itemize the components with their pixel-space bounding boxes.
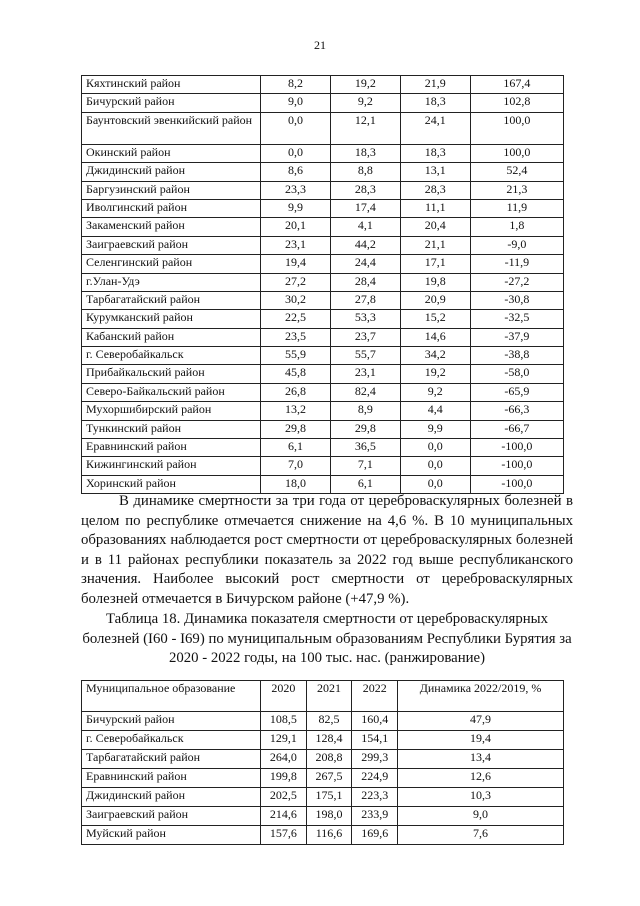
value-cell: -32,5 [470, 310, 563, 328]
value-cell: 19,4 [261, 255, 331, 273]
row-label-cell: Заиграевский район [82, 236, 261, 254]
column-header: 2021 [306, 681, 352, 712]
value-cell: 8,9 [330, 402, 400, 420]
table-row [82, 439, 564, 457]
value-cell: 36,5 [330, 439, 400, 457]
value-cell: 47,9 [398, 712, 564, 731]
value-cell: 1,8 [470, 218, 563, 236]
value-cell: 18,0 [261, 475, 331, 493]
value-cell: 23,1 [330, 365, 400, 383]
value-cell: 29,8 [261, 420, 331, 438]
table-row [82, 347, 564, 365]
row-label-cell: Закаменский район [82, 218, 261, 236]
value-cell: -65,9 [470, 383, 563, 401]
value-cell: 10,3 [398, 788, 564, 807]
value-cell: 167,4 [470, 76, 563, 94]
value-cell: 9,0 [398, 807, 564, 826]
value-cell: -58,0 [470, 365, 563, 383]
value-cell: 14,6 [400, 328, 470, 346]
value-cell: 9,0 [261, 94, 331, 112]
cerebrovascular-mortality-table [81, 680, 564, 845]
value-cell: -66,7 [470, 420, 563, 438]
value-cell: 82,4 [330, 383, 400, 401]
row-label-cell: Бичурский район [82, 712, 261, 731]
table-row [82, 712, 564, 731]
value-cell: 7,0 [261, 457, 331, 475]
value-cell: 0,0 [400, 457, 470, 475]
row-label-cell: Иволгинский район [82, 199, 261, 217]
value-cell: 30,2 [261, 291, 331, 309]
table-row [82, 383, 564, 401]
value-cell: 45,8 [261, 365, 331, 383]
value-cell: 24,4 [330, 255, 400, 273]
table-row [82, 273, 564, 291]
row-label-cell: Окинский район [82, 144, 261, 162]
row-label-cell: Еравнинский район [82, 769, 261, 788]
value-cell: 12,6 [398, 769, 564, 788]
value-cell: 29,8 [330, 420, 400, 438]
table-row [82, 112, 564, 144]
table-row [82, 199, 564, 217]
mortality-table-continued [81, 75, 564, 494]
table-row [82, 807, 564, 826]
table-row [82, 750, 564, 769]
row-label-cell: Мухоршибирский район [82, 402, 261, 420]
page-number: 21 [314, 38, 326, 52]
value-cell: 4,4 [400, 402, 470, 420]
value-cell: 108,5 [261, 712, 307, 731]
value-cell: -100,0 [470, 457, 563, 475]
value-cell: 23,7 [330, 328, 400, 346]
value-cell: 9,2 [330, 94, 400, 112]
row-label-cell: Тарбагатайский район [82, 291, 261, 309]
value-cell: 13,1 [400, 163, 470, 181]
value-cell: 128,4 [306, 731, 352, 750]
value-cell: 267,5 [306, 769, 352, 788]
value-cell: 129,1 [261, 731, 307, 750]
value-cell: 53,3 [330, 310, 400, 328]
row-label-cell: Баунтовский эвенкийский район [82, 112, 261, 144]
table-row [82, 163, 564, 181]
table-row [82, 826, 564, 845]
value-cell: -30,8 [470, 291, 563, 309]
value-cell: 13,4 [398, 750, 564, 769]
table2-body [82, 681, 564, 845]
row-label-cell: Джидинский район [82, 788, 261, 807]
value-cell: 12,1 [330, 112, 400, 144]
value-cell: 17,1 [400, 255, 470, 273]
value-cell: 52,4 [470, 163, 563, 181]
value-cell: 214,6 [261, 807, 307, 826]
table-row [82, 310, 564, 328]
value-cell: -100,0 [470, 475, 563, 493]
value-cell: 20,9 [400, 291, 470, 309]
table-row [82, 457, 564, 475]
value-cell: 23,1 [261, 236, 331, 254]
value-cell: 11,9 [470, 199, 563, 217]
paragraph-text: В динамике смертности за три года от цереброваскулярных болезней в целом по республике отмечается снижение на 4,6 %. В 10 муниципальных образованиях наблюдается рост смертности от цереброваскулярных болезней и в 11 районах республики показатель за 2022 год выше республиканского значения. Наиболее высокий рост смертности от цереброваскулярных болезней отмечается в Бичурском районе (+47,9 %). [81, 493, 573, 607]
value-cell: 9,9 [261, 199, 331, 217]
table-row [82, 94, 564, 112]
value-cell: 20,4 [400, 218, 470, 236]
value-cell: -9,0 [470, 236, 563, 254]
value-cell: -37,9 [470, 328, 563, 346]
value-cell: 102,8 [470, 94, 563, 112]
value-cell: 224,9 [352, 769, 398, 788]
value-cell: 199,8 [261, 769, 307, 788]
value-cell: 0,0 [400, 439, 470, 457]
table-row [82, 255, 564, 273]
value-cell: 19,2 [330, 76, 400, 94]
value-cell: 202,5 [261, 788, 307, 807]
value-cell: 28,4 [330, 273, 400, 291]
value-cell: 28,3 [400, 181, 470, 199]
table-row [82, 420, 564, 438]
row-label-cell: Курумканский район [82, 310, 261, 328]
value-cell: 208,8 [306, 750, 352, 769]
value-cell: 154,1 [352, 731, 398, 750]
row-label-cell: Муйский район [82, 826, 261, 845]
value-cell: 27,2 [261, 273, 331, 291]
value-cell: 0,0 [261, 144, 331, 162]
value-cell: 4,1 [330, 218, 400, 236]
table-row [82, 291, 564, 309]
analysis-paragraph [81, 492, 573, 609]
row-label-cell: Заиграевский район [82, 807, 261, 826]
value-cell: 19,8 [400, 273, 470, 291]
table-row [82, 181, 564, 199]
row-label-cell: Еравнинский район [82, 439, 261, 457]
value-cell: 20,1 [261, 218, 331, 236]
value-cell: 22,5 [261, 310, 331, 328]
value-cell: -11,9 [470, 255, 563, 273]
row-label-cell: Селенгинский район [82, 255, 261, 273]
value-cell: 7,1 [330, 457, 400, 475]
row-label-cell: Прибайкальский район [82, 365, 261, 383]
value-cell: 100,0 [470, 144, 563, 162]
value-cell: 21,3 [470, 181, 563, 199]
row-label-cell: Хоринский район [82, 475, 261, 493]
row-label-cell: Кабанский район [82, 328, 261, 346]
value-cell: 0,0 [261, 112, 331, 144]
column-header: Муниципальное образование [82, 681, 261, 712]
row-label-cell: Бичурский район [82, 94, 261, 112]
row-label-cell: г.Улан-Удэ [82, 273, 261, 291]
value-cell: 21,9 [400, 76, 470, 94]
value-cell: 8,6 [261, 163, 331, 181]
table-row [82, 769, 564, 788]
value-cell: 19,4 [398, 731, 564, 750]
value-cell: 55,7 [330, 347, 400, 365]
value-cell: 55,9 [261, 347, 331, 365]
row-label-cell: Баргузинский район [82, 181, 261, 199]
value-cell: 157,6 [261, 826, 307, 845]
value-cell: 23,3 [261, 181, 331, 199]
row-label-cell: Кижингинский район [82, 457, 261, 475]
value-cell: -27,2 [470, 273, 563, 291]
value-cell: 8,2 [261, 76, 331, 94]
row-label-cell: Джидинский район [82, 163, 261, 181]
table-row [82, 475, 564, 493]
value-cell: 18,3 [330, 144, 400, 162]
value-cell: 8,8 [330, 163, 400, 181]
column-header: 2020 [261, 681, 307, 712]
table-row [82, 144, 564, 162]
row-label-cell: Тункинский район [82, 420, 261, 438]
value-cell: 116,6 [306, 826, 352, 845]
value-cell: 18,3 [400, 144, 470, 162]
table1-body [82, 76, 564, 494]
value-cell: 7,6 [398, 826, 564, 845]
value-cell: 100,0 [470, 112, 563, 144]
value-cell: 198,0 [306, 807, 352, 826]
value-cell: 175,1 [306, 788, 352, 807]
column-header: 2022 [352, 681, 398, 712]
row-label-cell: Северо-Байкальский район [82, 383, 261, 401]
value-cell: 82,5 [306, 712, 352, 731]
value-cell: 21,1 [400, 236, 470, 254]
table-row [82, 731, 564, 750]
column-header: Динамика 2022/2019, % [398, 681, 564, 712]
table-row [82, 236, 564, 254]
row-label-cell: Тарбагатайский район [82, 750, 261, 769]
row-label-cell: г. Северобайкальск [82, 347, 261, 365]
value-cell: 28,3 [330, 181, 400, 199]
table-row [82, 788, 564, 807]
value-cell: -100,0 [470, 439, 563, 457]
table-caption: Таблица 18. Динамика показателя смертности от цереброваскулярных болезней (I60 - I69) по муниципальным образованиям Республики Бурятия за 2020 - 2022 годы, на 100 тыс. нас. (ранжирование) [82, 611, 572, 666]
table-row [82, 365, 564, 383]
value-cell: 19,2 [400, 365, 470, 383]
value-cell: 23,5 [261, 328, 331, 346]
value-cell: 18,3 [400, 94, 470, 112]
table-header-row [82, 681, 564, 712]
value-cell: 233,9 [352, 807, 398, 826]
value-cell: 6,1 [261, 439, 331, 457]
value-cell: 6,1 [330, 475, 400, 493]
value-cell: 160,4 [352, 712, 398, 731]
value-cell: 223,3 [352, 788, 398, 807]
value-cell: 0,0 [400, 475, 470, 493]
value-cell: 24,1 [400, 112, 470, 144]
row-label-cell: Кяхтинский район [82, 76, 261, 94]
value-cell: 264,0 [261, 750, 307, 769]
value-cell: 11,1 [400, 199, 470, 217]
value-cell: 9,9 [400, 420, 470, 438]
value-cell: 299,3 [352, 750, 398, 769]
value-cell: 26,8 [261, 383, 331, 401]
table-row [82, 76, 564, 94]
value-cell: 27,8 [330, 291, 400, 309]
value-cell: 13,2 [261, 402, 331, 420]
table-row [82, 218, 564, 236]
value-cell: 15,2 [400, 310, 470, 328]
value-cell: 169,6 [352, 826, 398, 845]
value-cell: 44,2 [330, 236, 400, 254]
value-cell: 17,4 [330, 199, 400, 217]
value-cell: -38,8 [470, 347, 563, 365]
row-label-cell: г. Северобайкальск [82, 731, 261, 750]
table-row [82, 402, 564, 420]
table-row [82, 328, 564, 346]
value-cell: -66,3 [470, 402, 563, 420]
value-cell: 34,2 [400, 347, 470, 365]
value-cell: 9,2 [400, 383, 470, 401]
